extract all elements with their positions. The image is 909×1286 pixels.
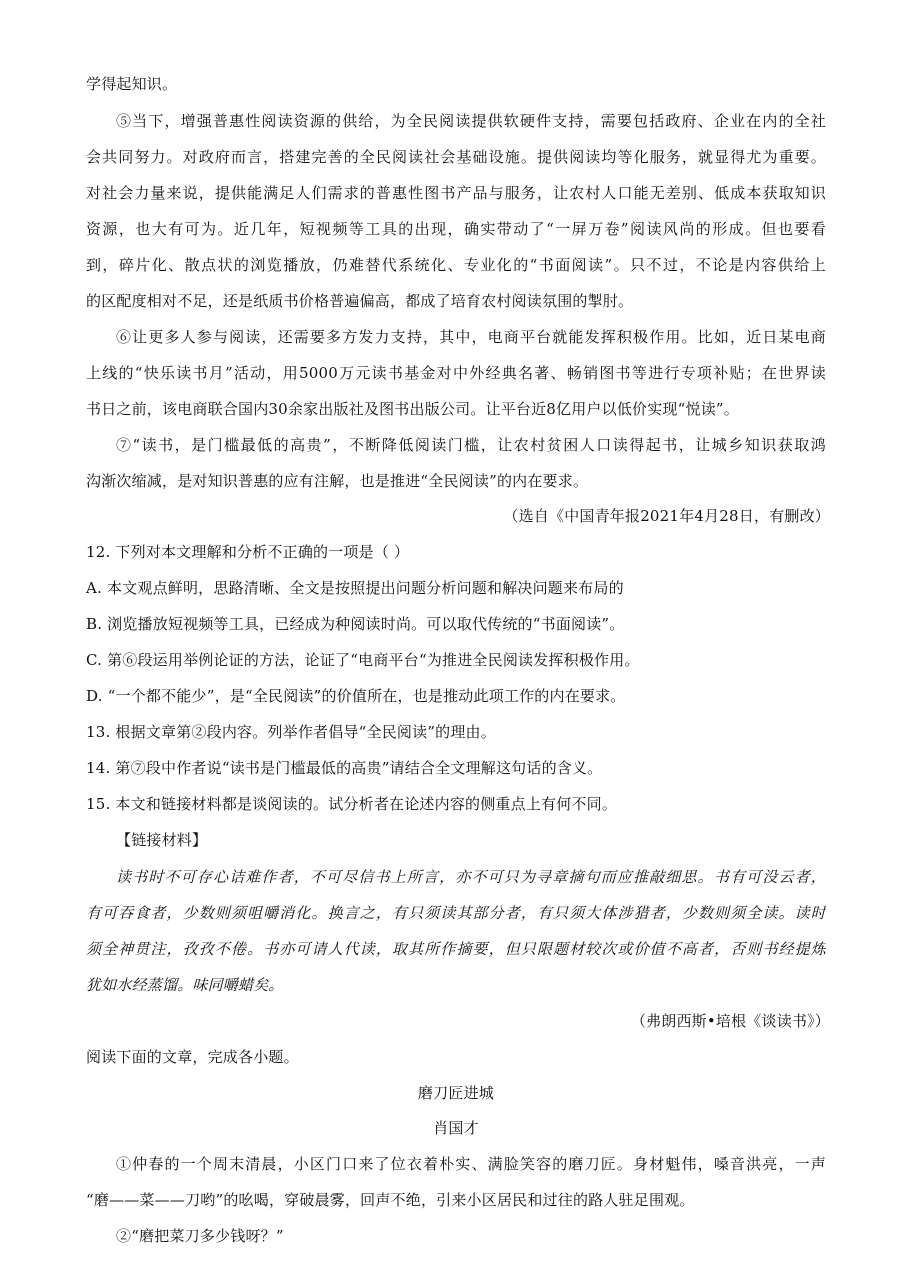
paragraph-5-line: 的区配度相对不足，还是纸质书价格普遍偏高，都成了培育农村阅读氛围的掣肘。 <box>86 292 634 310</box>
article-title: 磨刀匠进城 <box>417 1084 494 1102</box>
paragraph-5-line: 对社会力量来说，提供能满足人们需求的普惠性图书产品与服务，让农村人口能无差别、低成本获取知识 <box>86 184 826 202</box>
question-15: 15. 本文和链接材料都是谈阅读的。试分析者在论述内容的侧重点上有何不同。 <box>86 795 618 813</box>
article-paragraph-1: ①仲春的一个周末清晨，小区门口来了位衣着朴实、满脸笑容的磨刀匠。身材魁伟，嗓音洪亮，一声 <box>116 1155 826 1173</box>
article-paragraph-1: “磨——菜——刀哟”的吆喝，穿破晨雾，回声不绝，引来小区居民和过往的路人驻足围观。 <box>86 1191 695 1209</box>
paragraph-5-line: 资源，也大有可为。近几年，短视频等工具的出现，确实带动了“一屏万卷”阅读风尚的形成。但也要看 <box>86 220 826 238</box>
paragraph-5-line: ⑤当下，增强普惠性阅读资源的供给，为全民阅读提供软硬件支持，需要包括政府、企业在内的全社 <box>116 112 826 130</box>
source-citation: （选自《中国青年报2021年4月28日，有删改） <box>503 507 830 525</box>
paragraph-6-line: 书日之前，该电商联合国内30余家出版社及图书出版公司。让平台近8亿用户以低价实现“悦读”。 <box>86 400 739 418</box>
link-material-line: 有可吞食者，少数则须咀嚼消化。换言之，有只须读其部分者，有只须大体涉猎者，少数则须全读。读时 <box>86 904 826 922</box>
article-author: 肖国才 <box>433 1119 479 1137</box>
paragraph-6-line: 上线的“快乐读书月”活动，用5000万元读书基金对中外经典名著、畅销图书等进行专项补贴；在世界读 <box>86 364 826 382</box>
link-material-source: （弗朗西斯•培根《谈读书》） <box>630 1012 830 1030</box>
option-c: C. 第⑥段运用举例论证的方法，论证了“电商平台“为推进全民阅读发挥积极作用。 <box>86 651 640 669</box>
link-material-line: 犹如水经蒸馏。味同嚼蜡矣。 <box>86 976 284 994</box>
link-material-line: 须全神贯注，孜孜不倦。书亦可请人代读，取其所作摘要，但只限题材较次或价值不高者，否则书经提炼 <box>86 940 826 958</box>
paragraph-7-line: 沟渐次缩减，是对知识普惠的应有注解，也是推进“全民阅读”的内在要求。 <box>86 472 589 490</box>
reading-instruction: 阅读下面的文章，完成各小题。 <box>86 1048 299 1066</box>
question-13: 13. 根据文章第②段内容。列举作者倡导“全民阅读”的理由。 <box>86 723 496 741</box>
link-material-heading: 【链接材料】 <box>116 831 208 849</box>
question-14: 14. 第⑦段中作者说“读书是门槛最低的高贵”请结合全文理解这句话的含义。 <box>86 759 603 777</box>
option-a: A. 本文观点鲜明，思路清晰、全文是按照提出问题分析问题和解决问题来布局的 <box>86 579 624 597</box>
paragraph-7-line: ⑦“读书，是门槛最低的高贵”，不断降低阅读门槛，让农村贫困人口读得起书，让城乡知识获取鸿 <box>116 436 826 454</box>
option-d: D. “一个都不能少”，是“全民阅读”的价值所在，也是推动此项工作的内在要求。 <box>86 687 626 705</box>
paragraph-5-line: 会共同努力。对政府而言，搭建完善的全民阅读社会基础设施。提供阅读均等化服务，就显得尤为重要。 <box>86 148 826 166</box>
link-material-line: 读书时不可存心诘难作者，不可尽信书上所言，亦不可只为寻章摘句而应推敲细思。书有可没云者， <box>116 868 826 886</box>
option-b: B. 浏览播放短视频等工具，已经成为种阅读时尚。可以取代传统的“书面阅读”。 <box>86 615 625 633</box>
article-paragraph-2: ②“磨把菜刀多少钱呀？” <box>116 1227 284 1245</box>
question-12: 12. 下列对本文理解和分析不正确的一项是（ ） <box>86 543 410 561</box>
text-line: 学得起知识。 <box>86 75 178 93</box>
paragraph-5-line: 到，碎片化、散点状的浏览播放，仍难替代系统化、专业化的“书面阅读”。只不过，不论是内容供给上 <box>86 256 826 274</box>
paragraph-6-line: ⑥让更多人参与阅读，还需要多方发力支持，其中，电商平台就能发挥积极作用。比如，近日某电商 <box>116 328 826 346</box>
